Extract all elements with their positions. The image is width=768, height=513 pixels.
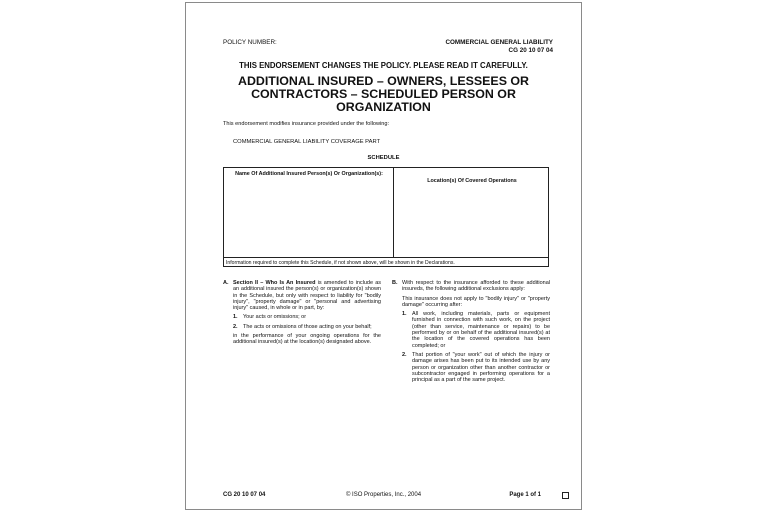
schedule-title: SCHEDULE xyxy=(367,155,400,161)
section-a-item-1 xyxy=(223,314,381,320)
section-b-item-2-text: That portion of "your work" out of which the injury or damage arises has been put to its intended use by any person or organization other than another contractor or subcontractor engaged in performing operations for a principal as a part of the same project. xyxy=(412,351,550,384)
section-a-item-2-mark: 2. xyxy=(233,323,238,330)
section-a-paragraph xyxy=(223,280,381,311)
coverage-line-title: COMMERCIAL GENERAL LIABILITY xyxy=(445,39,553,46)
modifies-statement: This endorsement modifies insurance provided under the following: xyxy=(223,121,390,127)
section-b-item-1-text: All work, including materials, parts or equipment furnished in connection with such work, on the project (other than service, maintenance or repairs) to be performed by or on behalf of the additional insured(s) at the location of the covered operations has been completed; or xyxy=(412,311,550,349)
section-a xyxy=(223,280,381,349)
footer-copyright: © ISO Properties, Inc., 2004 xyxy=(345,492,422,498)
schedule-footer-note: Information required to complete this Schedule, if not shown above, will be shown in the Declarations. xyxy=(224,257,548,268)
section-b xyxy=(392,280,550,386)
section-a-text: is amended to include as an additional insured the person(s) or organization(s) shown in the Schedule, but only with respect to liability for "bodily injury", "property damage" or "personal and advertising injury" caused, in whole or in part, by: xyxy=(233,280,381,312)
section-b-text: With respect to the insurance afforded to these additional insureds, the following additional exclusions apply: xyxy=(402,280,550,293)
document-page xyxy=(185,2,582,510)
section-a-item-2 xyxy=(223,324,381,330)
schedule-name-column xyxy=(224,168,394,257)
schedule-location-header: Location(s) Of Covered Operations xyxy=(427,178,517,184)
form-code: CG 20 10 07 04 xyxy=(508,46,553,54)
footer-form-code: CG 20 10 07 04 xyxy=(223,492,266,498)
section-a-lead: Section II – Who Is An Insured xyxy=(233,280,316,286)
schedule-name-header: Name Of Additional Insured Person(s) Or Organization(s): xyxy=(235,171,383,177)
section-a-item-1-mark: 1. xyxy=(233,314,238,321)
section-a-mark: A. xyxy=(223,280,229,286)
section-b-paragraph xyxy=(392,280,550,293)
section-b-item-2 xyxy=(392,352,550,383)
coverage-part: COMMERCIAL GENERAL LIABILITY COVERAGE PART xyxy=(233,139,381,145)
schedule-table xyxy=(223,167,549,267)
endorsement-notice: THIS ENDORSEMENT CHANGES THE POLICY. PLEASE READ IT CAREFULLY. xyxy=(239,61,528,70)
footer-square-icon xyxy=(562,492,569,499)
section-b-intro: This insurance does not apply to "bodily injury" or "property damage" occurring after: xyxy=(402,295,550,308)
section-a-closing: in the performance of your ongoing operations for the additional insured(s) at the location(s) designated above. xyxy=(233,333,381,346)
section-b-item-2-mark: 2. xyxy=(402,351,407,358)
section-a-item-2-text: The acts or omissions of those acting on your behalf; xyxy=(243,323,372,330)
section-b-item-1-mark: 1. xyxy=(402,311,407,318)
section-b-mark: B. xyxy=(392,280,398,286)
form-header xyxy=(445,39,553,54)
footer-page-number: Page 1 of 1 xyxy=(509,492,541,498)
document-title: ADDITIONAL INSURED – OWNERS, LESSEES OR CONTRACTORS – SCHEDULED PERSON OR ORGANIZATION xyxy=(238,74,529,114)
section-a-item-1-text: Your acts or omissions; or xyxy=(243,314,307,321)
policy-number-label: POLICY NUMBER: xyxy=(223,39,277,46)
section-b-item-1 xyxy=(392,311,550,349)
